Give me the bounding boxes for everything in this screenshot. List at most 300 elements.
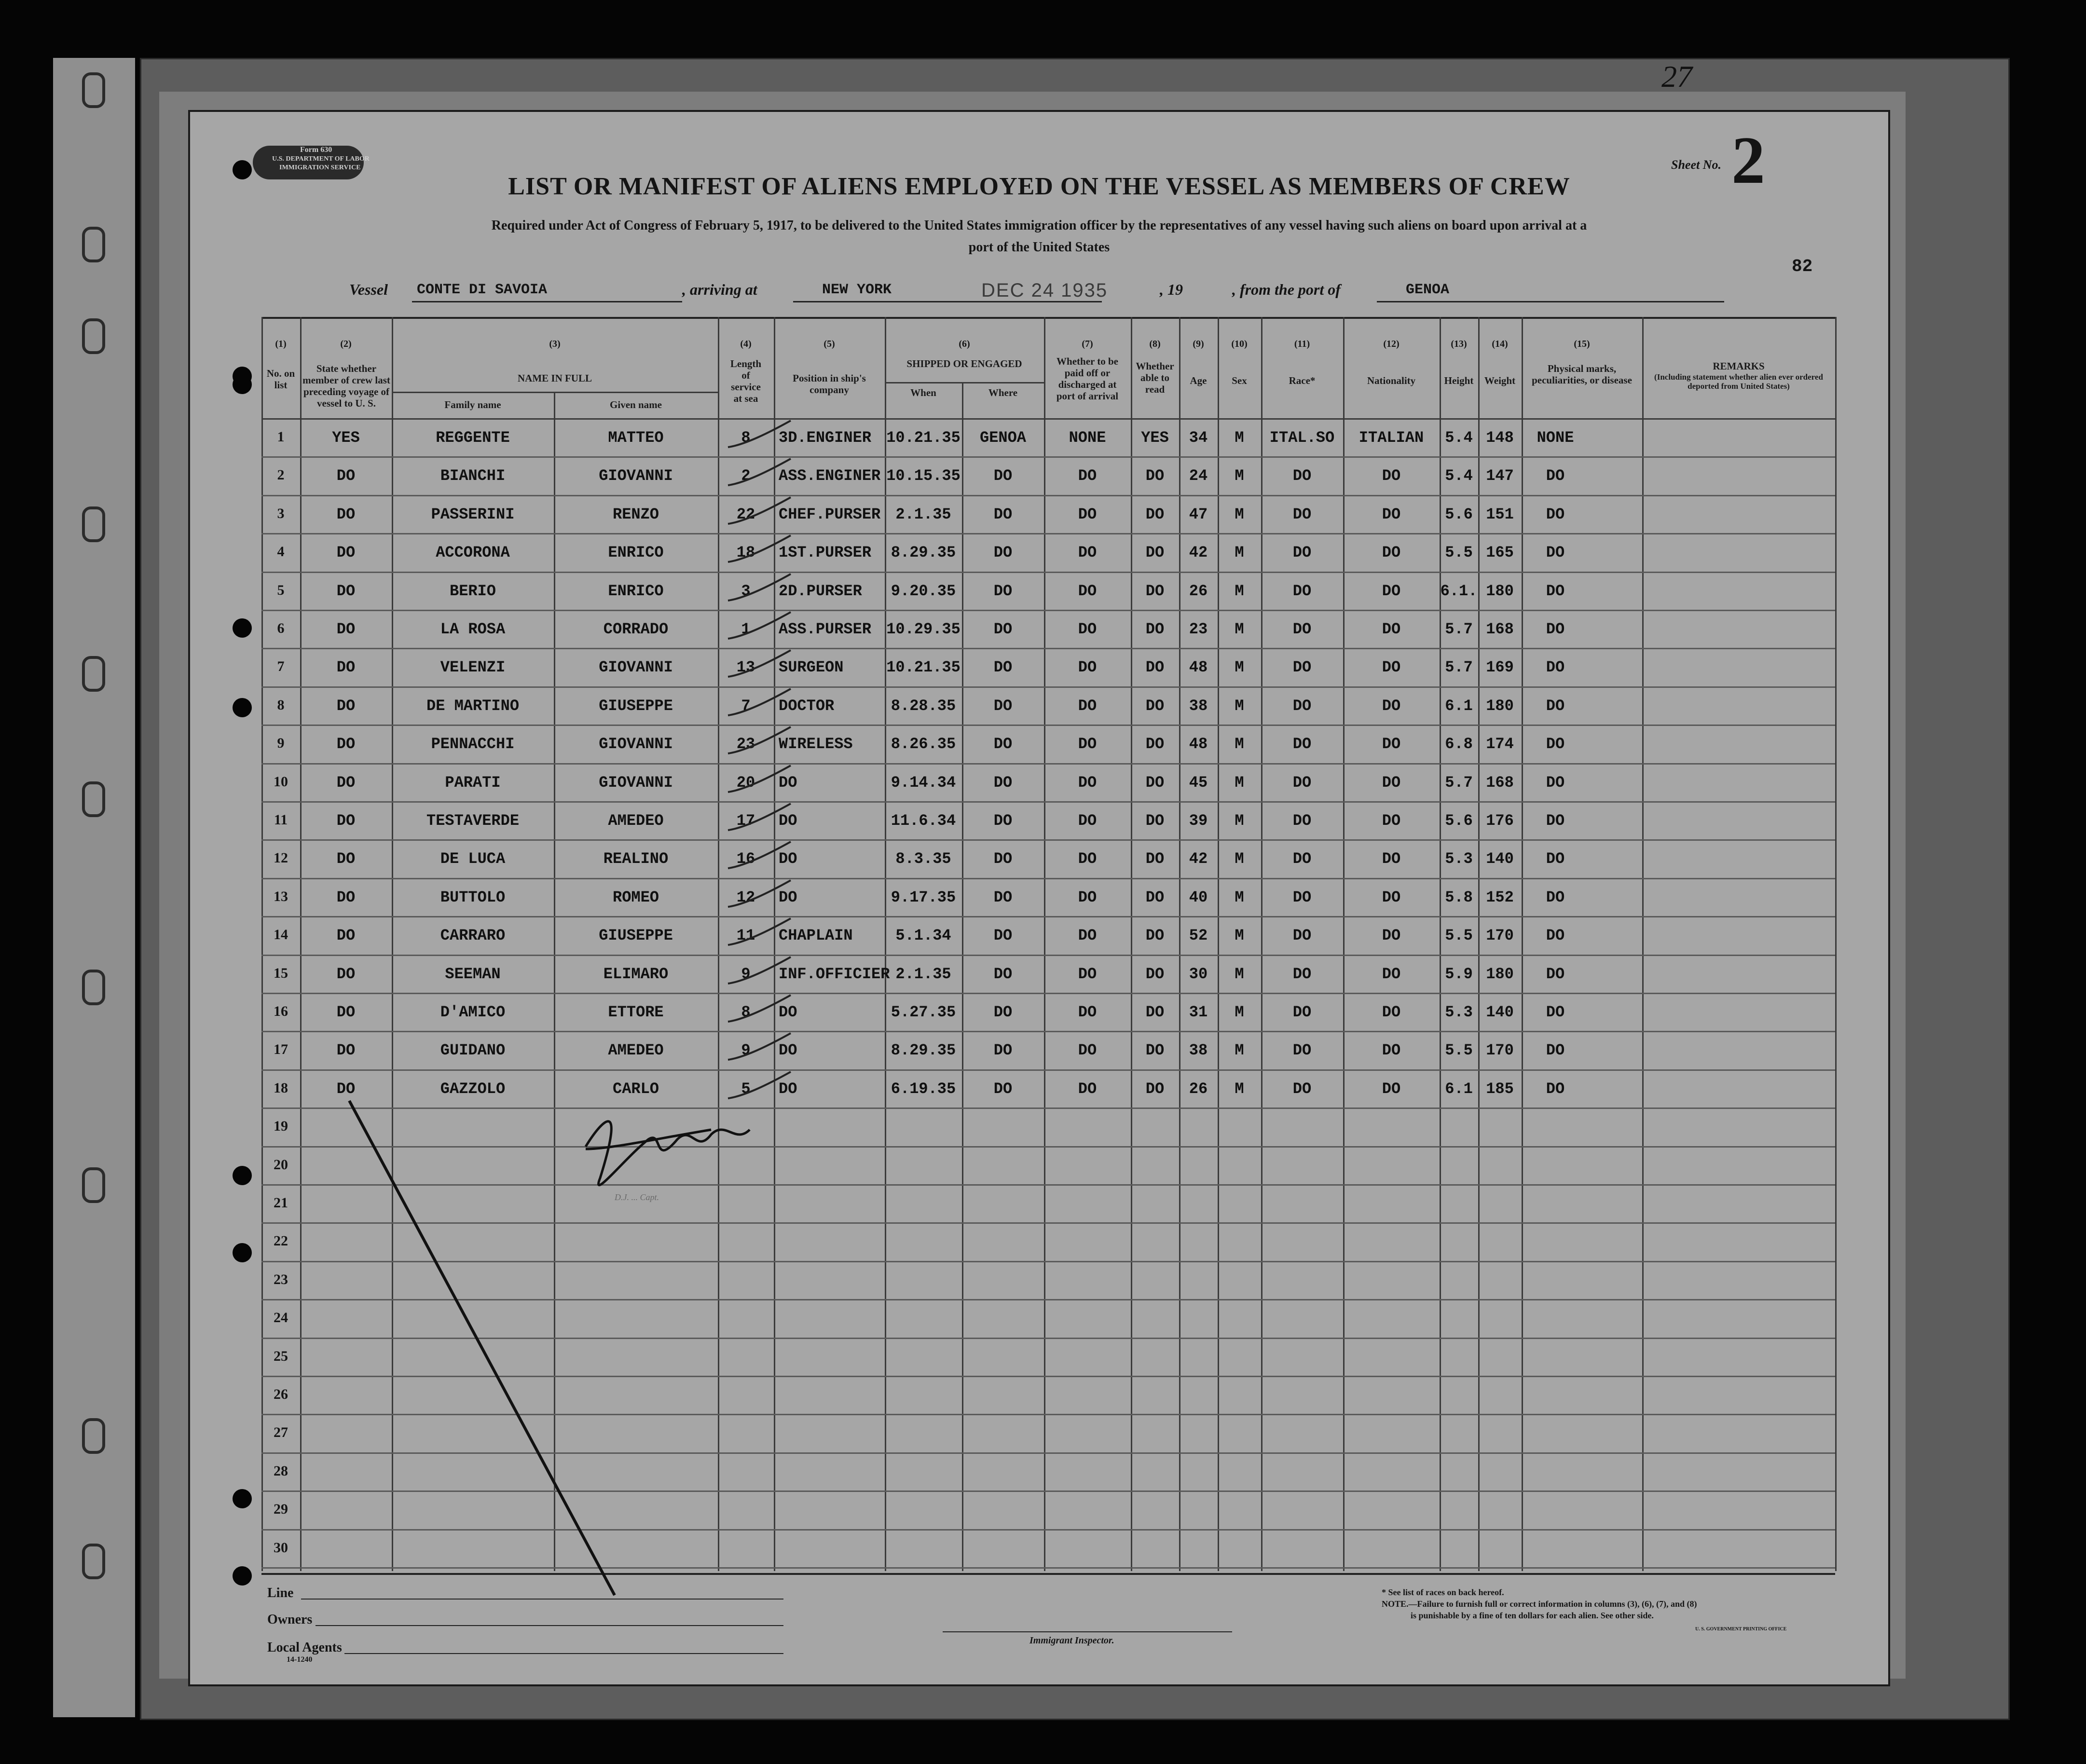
sex-cell: M [1235, 506, 1244, 523]
paid-off-cell: NONE [1069, 429, 1106, 447]
col-1-number: (1) [275, 339, 287, 349]
shipped-when-cell: 5.1.34 [895, 927, 951, 944]
shipped-where-cell: DO [993, 620, 1013, 638]
shipped-when-cell: 5.27.35 [891, 1003, 956, 1021]
age-cell: 48 [1189, 735, 1208, 753]
position-cell: DO [779, 850, 797, 868]
physical-marks-cell: DO [1546, 850, 1565, 868]
shipped-where-cell: DO [993, 965, 1013, 983]
shipped-when-cell: 8.3.35 [895, 850, 951, 868]
race-cell: DO [1292, 506, 1312, 523]
given-name-cell: RENZO [612, 506, 659, 523]
service-length-cell: 7 [741, 697, 751, 715]
position-cell: DOCTOR [779, 697, 835, 715]
penalty-note: NOTE.—Failure to furnish full or correct information in columns (3), (6), (7), and (8) [1382, 1599, 1697, 1609]
family-name-cell: D'AMICO [440, 1003, 506, 1021]
sheet-number: 2 [1731, 123, 1765, 198]
paid-off-cell: DO [1078, 697, 1097, 715]
able-to-read-cell: DO [1145, 735, 1165, 753]
col-16-subheader: (Including statement whether alien ever ordered deported from United States) [1654, 372, 1823, 391]
col-10-header: Sex [1232, 375, 1247, 386]
weight-cell: 170 [1486, 927, 1514, 944]
row-number: 13 [274, 889, 288, 904]
given-name-cell: GIOVANNI [599, 658, 673, 676]
col-8-number: (8) [1149, 339, 1161, 349]
physical-marks-cell: DO [1546, 1080, 1565, 1098]
given-name-cell: GIOVANNI [599, 735, 673, 753]
paid-off-cell: DO [1078, 1003, 1097, 1021]
row-number: 20 [274, 1157, 288, 1173]
weight-cell: 169 [1486, 658, 1514, 676]
row-number: 1 [277, 429, 285, 445]
weight-cell: 174 [1486, 735, 1514, 753]
height-cell: 5.7 [1445, 620, 1473, 638]
footer-line-label: Line [267, 1586, 294, 1600]
col-6b-header: Where [988, 387, 1018, 398]
given-name-cell: ELIMARO [603, 965, 669, 983]
able-to-read-cell: DO [1145, 1080, 1165, 1098]
from-label: , from the port of [1232, 281, 1341, 298]
age-cell: 42 [1189, 544, 1208, 561]
age-cell: 45 [1189, 774, 1208, 792]
nationality-cell: DO [1382, 812, 1401, 830]
col-2-number: (2) [340, 339, 352, 349]
service-length-cell: 18 [736, 544, 755, 561]
age-cell: 23 [1189, 620, 1208, 638]
physical-marks-cell: DO [1546, 927, 1565, 944]
able-to-read-cell: DO [1145, 812, 1165, 830]
col-12-header: Nationality [1367, 375, 1416, 386]
previous-voyage-cell: DO [336, 1003, 356, 1021]
sex-cell: M [1235, 1080, 1244, 1098]
age-cell: 42 [1189, 850, 1208, 868]
family-name-cell: GUIDANO [440, 1041, 506, 1059]
form-service: IMMIGRATION SERVICE [279, 164, 361, 171]
position-cell: 3D.ENGINER [779, 429, 872, 447]
position-cell: DO [779, 1041, 797, 1059]
race-cell: DO [1292, 467, 1312, 485]
col-15-header: Physical marks, peculiarities, or disease [1532, 363, 1632, 386]
weight-cell: 168 [1486, 620, 1514, 638]
nationality-cell: DO [1382, 582, 1401, 600]
col-16-header: REMARKS [1713, 360, 1765, 372]
height-cell: 6.1 [1445, 697, 1473, 715]
weight-cell: 180 [1486, 582, 1514, 600]
corner-mark: 27 [1661, 59, 1692, 94]
given-name-cell: GIUSEPPE [599, 697, 673, 715]
binder-hole-icon [82, 781, 105, 817]
row-number: 5 [277, 582, 285, 598]
shipped-where-cell: DO [993, 812, 1013, 830]
family-name-cell: BIANCHI [440, 467, 506, 485]
race-cell: DO [1292, 774, 1312, 792]
col-13-header: Height [1444, 375, 1474, 386]
row-number: 22 [274, 1233, 288, 1249]
row-number: 18 [274, 1080, 288, 1096]
height-cell: 5.5 [1445, 1041, 1473, 1059]
position-cell: DO [779, 1080, 797, 1098]
row-number: 27 [274, 1424, 288, 1440]
nationality-cell: DO [1382, 544, 1401, 561]
race-cell: DO [1292, 544, 1312, 561]
family-name-cell: CARRARO [440, 927, 506, 944]
left-page-strip [53, 58, 135, 1717]
given-name-cell: AMEDEO [608, 812, 664, 830]
footer-line-rule [301, 1599, 783, 1600]
shipped-where-cell: DO [993, 506, 1013, 523]
col-2-header: State whether member of crew last preceding voyage of vessel to U. S. [302, 363, 390, 409]
shipped-where-cell: GENOA [979, 429, 1026, 447]
row-number: 17 [274, 1041, 288, 1057]
inspector-label: Immigrant Inspector. [1029, 1635, 1114, 1646]
binder-hole-icon [82, 970, 105, 1005]
physical-marks-cell: DO [1546, 735, 1565, 753]
footer-owners-rule [316, 1625, 783, 1626]
able-to-read-cell: DO [1145, 506, 1165, 523]
race-cell: DO [1292, 697, 1312, 715]
service-length-cell: 11 [736, 927, 755, 944]
page-mark: 82 [1792, 257, 1813, 276]
service-length-cell: 9 [741, 1041, 751, 1059]
row-number: 6 [277, 620, 285, 636]
service-length-cell: 17 [736, 812, 755, 830]
race-cell: DO [1292, 889, 1312, 906]
given-name-cell: CORRADO [603, 620, 669, 638]
nationality-cell: DO [1382, 965, 1401, 983]
height-cell: 6.8 [1445, 735, 1473, 753]
physical-marks-cell: DO [1546, 658, 1565, 676]
sex-cell: M [1235, 582, 1244, 600]
height-cell: 5.5 [1445, 544, 1473, 561]
height-cell: 5.7 [1445, 774, 1473, 792]
able-to-read-cell: DO [1145, 467, 1165, 485]
shipped-when-cell: 9.20.35 [891, 582, 956, 600]
row-number: 8 [277, 697, 285, 713]
height-cell: 5.7 [1445, 658, 1473, 676]
race-cell: ITAL.SO [1269, 429, 1335, 447]
service-length-cell: 20 [736, 774, 755, 792]
paid-off-cell: DO [1078, 658, 1097, 676]
previous-voyage-cell: DO [336, 889, 356, 906]
row-number: 9 [277, 735, 285, 751]
service-length-cell: 16 [736, 850, 755, 868]
physical-marks-cell: DO [1546, 506, 1565, 523]
shipped-where-cell: DO [993, 774, 1013, 792]
age-cell: 38 [1189, 1041, 1208, 1059]
col-4-header: Length of service at sea [730, 358, 762, 404]
service-length-cell: 8 [741, 429, 751, 447]
previous-voyage-cell: DO [336, 965, 356, 983]
weight-cell: 140 [1486, 850, 1514, 868]
height-cell: 6.1 [1445, 1080, 1473, 1098]
shipped-when-cell: 11.6.34 [891, 812, 956, 830]
physical-marks-cell: DO [1546, 544, 1565, 561]
paid-off-cell: DO [1078, 965, 1097, 983]
given-name-cell: MATTEO [608, 429, 664, 447]
sex-cell: M [1235, 774, 1244, 792]
col-1-header: No. on list [266, 368, 295, 391]
nationality-cell: DO [1382, 467, 1401, 485]
nationality-cell: DO [1382, 735, 1401, 753]
previous-voyage-cell: YES [332, 429, 360, 447]
previous-voyage-cell: DO [336, 506, 356, 523]
nationality-cell: DO [1382, 697, 1401, 715]
family-name-cell: PENNACCHI [431, 735, 515, 753]
service-length-cell: 23 [736, 735, 755, 753]
binder-hole-icon [82, 506, 105, 542]
position-cell: INF.OFFICIER [779, 965, 890, 983]
previous-voyage-cell: DO [336, 1041, 356, 1059]
age-cell: 26 [1189, 1080, 1208, 1098]
row-number: 2 [277, 467, 285, 483]
race-cell: DO [1292, 620, 1312, 638]
nationality-cell: DO [1382, 1041, 1401, 1059]
page-title: LIST OR MANIFEST OF ALIENS EMPLOYED ON THE VESSEL AS MEMBERS OF CREW [508, 173, 1570, 200]
position-cell: DO [779, 889, 797, 906]
col-14-number: (14) [1492, 339, 1508, 349]
nationality-cell: DO [1382, 774, 1401, 792]
physical-marks-cell: DO [1546, 1041, 1565, 1059]
weight-cell: 165 [1486, 544, 1514, 561]
age-cell: 47 [1189, 506, 1208, 523]
shipped-where-cell: DO [993, 697, 1013, 715]
col-12-number: (12) [1383, 339, 1400, 349]
row-number: 29 [274, 1501, 288, 1517]
paid-off-cell: DO [1078, 735, 1097, 753]
age-cell: 24 [1189, 467, 1208, 485]
footer-owners-label: Owners [267, 1612, 313, 1627]
footer-agents-code: 14-1240 [287, 1655, 313, 1664]
height-cell: 5.3 [1445, 1003, 1473, 1021]
shipped-when-cell: 8.26.35 [891, 735, 956, 753]
able-to-read-cell: DO [1145, 927, 1165, 944]
row-number: 26 [274, 1386, 288, 1402]
age-cell: 26 [1189, 582, 1208, 600]
weight-cell: 185 [1486, 1080, 1514, 1098]
form-number: Form 630 [300, 146, 332, 154]
physical-marks-cell: DO [1546, 889, 1565, 906]
family-name-cell: GAZZOLO [440, 1080, 506, 1098]
age-cell: 48 [1189, 658, 1208, 676]
col-11-number: (11) [1294, 339, 1310, 349]
able-to-read-cell: YES [1141, 429, 1169, 447]
height-cell: 5.9 [1445, 965, 1473, 983]
shipped-where-cell: DO [993, 927, 1013, 944]
given-name-cell: AMEDEO [608, 1041, 664, 1059]
position-cell: CHEF.PURSER [779, 506, 881, 523]
family-name-cell: REGGENTE [436, 429, 510, 447]
row-number: 16 [274, 1003, 288, 1019]
shipped-when-cell: 8.29.35 [891, 1041, 956, 1059]
shipped-when-cell: 8.29.35 [891, 544, 956, 561]
sex-cell: M [1235, 927, 1244, 944]
age-cell: 31 [1189, 1003, 1208, 1021]
nationality-cell: ITALIAN [1359, 429, 1424, 447]
previous-voyage-cell: DO [336, 850, 356, 868]
previous-voyage-cell: DO [336, 774, 356, 792]
vessel-label: Vessel [349, 281, 388, 298]
nationality-cell: DO [1382, 1003, 1401, 1021]
previous-voyage-cell: DO [336, 658, 356, 676]
sex-cell: M [1235, 889, 1244, 906]
race-cell: DO [1292, 850, 1312, 868]
age-cell: 39 [1189, 812, 1208, 830]
col-14-header: Weight [1484, 375, 1516, 386]
weight-cell: 147 [1486, 467, 1514, 485]
age-cell: 30 [1189, 965, 1208, 983]
cancel-strike-line [349, 1101, 615, 1595]
nationality-cell: DO [1382, 850, 1401, 868]
race-cell: DO [1292, 1003, 1312, 1021]
departure-port: GENOA [1406, 282, 1450, 298]
binder-hole-icon [82, 1418, 105, 1454]
nationality-cell: DO [1382, 927, 1401, 944]
shipped-when-cell: 9.17.35 [891, 889, 956, 906]
shipped-where-cell: DO [993, 1041, 1013, 1059]
col-9-header: Age [1190, 375, 1207, 386]
shipped-where-cell: DO [993, 889, 1013, 906]
form-dept: U.S. DEPARTMENT OF LABOR [272, 155, 370, 163]
paid-off-cell: DO [1078, 467, 1097, 485]
row-number: 30 [274, 1540, 288, 1556]
race-cell: DO [1292, 1080, 1312, 1098]
col-5-number: (5) [823, 339, 835, 349]
handwritten-signature [586, 1121, 750, 1185]
previous-voyage-cell: DO [336, 812, 356, 830]
weight-cell: 152 [1486, 889, 1514, 906]
col-13-number: (13) [1451, 339, 1467, 349]
service-length-cell: 8 [741, 1003, 751, 1021]
sex-cell: M [1235, 1003, 1244, 1021]
footer-agents-rule [344, 1653, 783, 1654]
physical-marks-cell: DO [1546, 467, 1565, 485]
signature-text: D.J. ... Capt. [615, 1192, 659, 1202]
race-cell: DO [1292, 582, 1312, 600]
weight-cell: 180 [1486, 965, 1514, 983]
paid-off-cell: DO [1078, 620, 1097, 638]
shipped-when-cell: 6.19.35 [891, 1080, 956, 1098]
row-number: 11 [274, 812, 288, 828]
previous-voyage-cell: DO [336, 927, 356, 944]
footer-agents-label: Local Agents [267, 1640, 342, 1655]
position-cell: WIRELESS [779, 735, 853, 753]
shipped-when-cell: 8.28.35 [891, 697, 956, 715]
previous-voyage-cell: DO [336, 544, 356, 561]
nationality-cell: DO [1382, 506, 1401, 523]
race-cell: DO [1292, 812, 1312, 830]
row-number: 23 [274, 1272, 288, 1287]
given-name-cell: CARLO [612, 1080, 659, 1098]
service-length-cell: 22 [736, 506, 755, 523]
penalty-note-2: is punishable by a fine of ten dollars for each alien. See other side. [1411, 1611, 1654, 1620]
col-7-header: Whether to be paid off or discharged at port of arrival [1056, 356, 1119, 402]
row-number: 19 [274, 1118, 288, 1134]
position-cell: DO [779, 774, 797, 792]
shipped-where-cell: DO [993, 544, 1013, 561]
nationality-cell: DO [1382, 889, 1401, 906]
row-number: 3 [277, 506, 285, 521]
col-15-number: (15) [1574, 339, 1590, 349]
col-6-header: SHIPPED OR ENGAGED [906, 358, 1022, 369]
race-cell: DO [1292, 1041, 1312, 1059]
physical-marks-cell: DO [1546, 620, 1565, 638]
family-name-cell: LA ROSA [440, 620, 506, 638]
shipped-where-cell: DO [993, 1080, 1013, 1098]
position-cell: SURGEON [779, 658, 844, 676]
paid-off-cell: DO [1078, 927, 1097, 944]
row-number: 28 [274, 1463, 288, 1479]
binder-hole-icon [82, 72, 105, 108]
col-3a-header: Family name [444, 399, 501, 410]
height-cell: 5.3 [1445, 850, 1473, 868]
service-length-cell: 2 [741, 467, 751, 485]
shipped-where-cell: DO [993, 467, 1013, 485]
race-cell: DO [1292, 965, 1312, 983]
given-name-cell: ETTORE [608, 1003, 664, 1021]
binder-hole-icon [82, 227, 105, 262]
binder-hole-icon [82, 656, 105, 692]
able-to-read-cell: DO [1145, 658, 1165, 676]
previous-voyage-cell: DO [336, 1080, 356, 1098]
physical-marks-cell: DO [1546, 697, 1565, 715]
row-number: 4 [277, 544, 285, 560]
height-cell: 6.1. [1440, 582, 1478, 600]
signature-and-strike [190, 112, 1888, 1684]
able-to-read-cell: DO [1145, 889, 1165, 906]
year-label: , 19 [1160, 281, 1183, 298]
given-name-cell: ENRICO [608, 582, 664, 600]
binder-hole-icon [82, 1544, 105, 1579]
physical-marks-cell: DO [1546, 812, 1565, 830]
physical-marks-cell: DO [1546, 1003, 1565, 1021]
height-cell: 5.6 [1445, 506, 1473, 523]
family-name-cell: DE MARTINO [426, 697, 520, 715]
col-10-number: (10) [1231, 339, 1248, 349]
weight-cell: 180 [1486, 697, 1514, 715]
shipped-when-cell: 10.21.35 [886, 429, 961, 447]
row-number: 10 [274, 774, 288, 790]
nationality-cell: DO [1382, 620, 1401, 638]
physical-marks-cell: NONE [1537, 429, 1574, 447]
able-to-read-cell: DO [1145, 1003, 1165, 1021]
sheet-label: Sheet No. [1671, 158, 1721, 172]
col-8-header: Whether able to read [1136, 360, 1174, 395]
weight-cell: 168 [1486, 774, 1514, 792]
given-name-cell: ROMEO [612, 889, 659, 906]
able-to-read-cell: DO [1145, 965, 1165, 983]
col-5-header: Position in ship's company [793, 372, 866, 396]
vessel-name: CONTE DI SAVOIA [417, 282, 548, 298]
sex-cell: M [1235, 467, 1244, 485]
shipped-when-cell: 10.29.35 [886, 620, 961, 638]
nationality-cell: DO [1382, 658, 1401, 676]
able-to-read-cell: DO [1145, 697, 1165, 715]
physical-marks-cell: DO [1546, 965, 1565, 983]
service-length-cell: 13 [736, 658, 755, 676]
position-cell: ASS.PURSER [779, 620, 872, 638]
paid-off-cell: DO [1078, 889, 1097, 906]
previous-voyage-cell: DO [336, 467, 356, 485]
position-cell: CHAPLAIN [779, 927, 853, 944]
able-to-read-cell: DO [1145, 620, 1165, 638]
able-to-read-cell: DO [1145, 544, 1165, 561]
col-6a-header: When [910, 387, 936, 398]
family-name-cell: DE LUCA [440, 850, 506, 868]
given-name-cell: GIUSEPPE [599, 927, 673, 944]
given-name-cell: GIOVANNI [599, 467, 673, 485]
date-stamp: DEC 24 1935 [981, 280, 1108, 301]
shipped-when-cell: 2.1.35 [895, 965, 951, 983]
